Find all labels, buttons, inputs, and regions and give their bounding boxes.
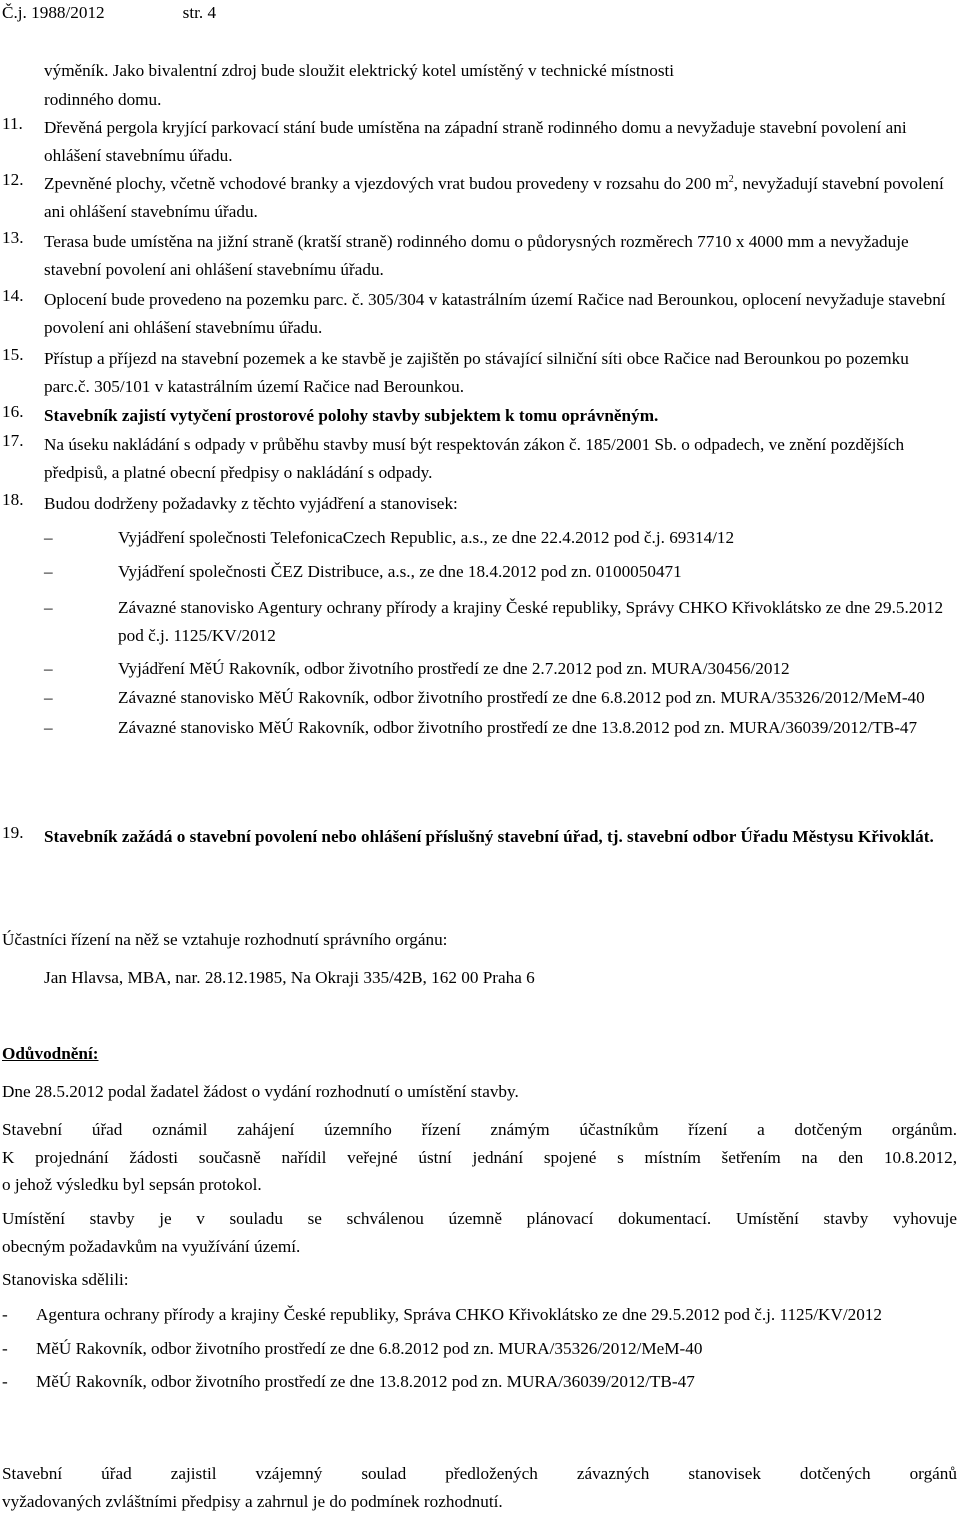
condition-14 — [2, 286, 957, 343]
dash-marker: – — [44, 718, 53, 738]
reasoning-paragraph: Dne 28.5.2012 podal žadatel žádost o vydání rozhodnutí o umístění stavby. — [2, 1082, 519, 1101]
requirements-list — [44, 524, 957, 743]
condition-13 — [2, 228, 957, 285]
list-item: – Závazné stanovisko MěÚ Rakovník, odbor životního prostředí ze dne 13.8.2012 pod zn. MURA/36039/2012/TB-47 — [44, 714, 957, 742]
condition-number: 11. — [2, 114, 23, 133]
reasoning-heading: Odůvodnění: — [2, 1044, 99, 1063]
reasoning-paragraph: Stavební úřad zajistil vzájemný soulad předložených závazných stanovisek dotčených orgánů vyžadovaných zvláštními předpisy a zahrnul je do podmínek rozhodnutí. — [2, 1464, 957, 1511]
list-item: – Závazné stanovisko MěÚ Rakovník, odbor životního prostředí ze dne 6.8.2012 pod zn. MURA/35326/2012/MeM-40 — [44, 684, 957, 712]
intro-continuation — [2, 56, 957, 114]
hyphen-marker: - — [2, 1338, 8, 1358]
list-item: - MěÚ Rakovník, odbor životního prostředí ze dne 13.8.2012 pod zn. MURA/36039/2012/TB-47 — [2, 1368, 942, 1396]
dash-marker: – — [44, 688, 53, 708]
condition-15 — [2, 345, 957, 402]
document-reference: Č.j. 1988/2012 — [2, 3, 105, 22]
condition-text: Oplocení bude provedeno na pozemku parc. č. 305/304 v katastrálním území Račice nad Berounkou, oplocení nevyžaduje stavební povolení ani ohlášení stavebnímu úřadu. — [44, 290, 946, 338]
list-item: - MěÚ Rakovník, odbor životního prostředí ze dne 6.8.2012 pod zn. MURA/35326/2012/MeM-40 — [2, 1335, 942, 1363]
condition-number: 12. — [2, 170, 24, 189]
condition-number: 14. — [2, 286, 24, 305]
condition-number: 13. — [2, 228, 24, 247]
dash-marker: – — [44, 562, 53, 582]
condition-number: 18. — [2, 490, 24, 509]
participants-heading: Účastníci řízení na něž se vztahuje rozhodnutí správního orgánu: — [2, 930, 448, 949]
condition-number: 15. — [2, 345, 24, 364]
list-item: – Vyjádření MěÚ Rakovník, odbor životního prostředí ze dne 2.7.2012 pod zn. MURA/30456/2012 — [44, 655, 957, 683]
list-item: - Agentura ochrany přírody a krajiny České republiky, Správa CHKO Křivoklátsko ze dne 29.5.2012 pod č.j. 1125/KV/2012 — [2, 1301, 942, 1329]
condition-17 — [2, 431, 957, 488]
reasoning-paragraph: Stavební úřad oznámil zahájení územního řízení známým účastníkům řízení a dotčeným orgánům. K projednání žádosti současně nařídil veřejné ústní jednání spojené s místním šetřením na den 10.8.2012, o jehož výsledku byl sepsán protokol. — [2, 1120, 957, 1194]
intro-line-2: rodinného domu. — [44, 90, 162, 109]
reasoning-paragraph: Umístění stavby je v souladu se schválenou územně plánovací dokumentací. Umístění stavby vyhovuje obecným požadavkům na využívání území. — [2, 1209, 957, 1256]
opinions-list — [2, 1301, 942, 1396]
condition-number: 17. — [2, 431, 24, 450]
condition-11 — [2, 114, 957, 171]
condition-text: Stavebník zajistí vytyčení prostorové polohy stavby subjektem k tomu oprávněným. — [44, 406, 659, 425]
condition-18 — [2, 490, 957, 518]
condition-number: 16. — [2, 402, 24, 421]
dash-marker: – — [44, 528, 53, 547]
hyphen-marker: - — [2, 1305, 8, 1324]
page-number: str. 4 — [182, 3, 217, 22]
condition-19 — [2, 823, 957, 851]
condition-text: Přístup a příjezd na stavební pozemek a ke stavbě je zajištěn po stávající silniční síti obce Račice nad Berounkou po pozemku parc.č. 305/101 v katastrálním území Račice nad Berounkou. — [44, 349, 909, 397]
condition-text: Zpevněné plochy, včetně vchodové branky a vjezdových vrat budou provedeny v rozsahu do 200 $m^2$, nevyžadují stavební povolení ani ohlášení stavebnímu úřadu. — [44, 174, 944, 222]
condition-16 — [2, 402, 957, 430]
list-item: – Vyjádření společnosti ČEZ Distribuce, a.s., ze dne 18.4.2012 pod zn. 0100050471 — [44, 558, 957, 586]
participant-name: Jan Hlavsa, MBA, nar. 28.12.1985, Na Okraji 335/42B, 162 00 Praha 6 — [44, 968, 535, 987]
condition-number: 19. — [2, 823, 24, 842]
page-header — [2, 2, 216, 24]
condition-text: Dřevěná pergola kryjící parkovací stání bude umístěna na západní straně rodinného domu a nevyžaduje stavební povolení ani ohlášení stavebnímu úřadu. — [44, 118, 907, 166]
list-item: – Závazné stanovisko Agentury ochrany přírody a krajiny České republiky, Správy CHKO Křivoklátsko ze dne 29.5.2012 pod č.j. 1125/KV/2012 — [44, 594, 957, 651]
dash-marker: – — [44, 658, 53, 678]
condition-12 — [2, 170, 957, 227]
opinions-heading: Stanoviska sdělili: — [2, 1270, 129, 1289]
dash-marker: – — [44, 597, 53, 617]
condition-text: Stavebník zažádá o stavební povolení nebo ohlášení příslušný stavební úřad, tj. stavební odbor Úřadu Městysu Křivoklát. — [44, 827, 934, 846]
intro-line-1: výměník. Jako bivalentní zdroj bude sloužit elektrický kotel umístěný v technické místnosti — [44, 61, 675, 80]
list-item: – Vyjádření společnosti TelefonicaCzech Republic, a.s., ze dne 22.4.2012 pod č.j. 69314/12 — [44, 524, 957, 552]
hyphen-marker: - — [2, 1372, 8, 1391]
condition-text: Na úseku nakládání s odpady v průběhu stavby musí být respektován zákon č. 185/2001 Sb. o odpadech, ve znění pozdějších předpisů, a platné obecní předpisy o nakládání s odpady. — [44, 435, 905, 483]
superscript: 2 — [728, 174, 734, 185]
condition-text: Budou dodrženy požadavky z těchto vyjádření a stanovisek: — [44, 494, 458, 513]
condition-text: Terasa bude umístěna na jižní straně (kratší straně) rodinného domu o půdorysných rozměrech 7710 x 4000 mm a nevyžaduje stavební povolení ani ohlášení stavebnímu úřadu. — [44, 232, 909, 280]
